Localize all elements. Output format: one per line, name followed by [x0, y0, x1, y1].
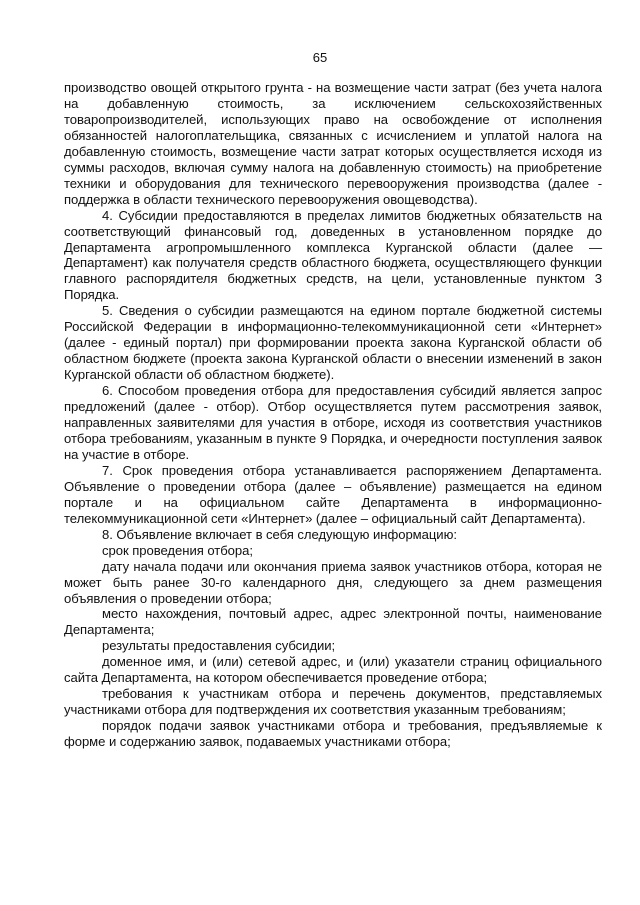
document-body — [64, 80, 602, 750]
paragraph-item-8: 8. Объявление включает в себя следующую информацию: — [102, 526, 457, 542]
paragraph-item-7: 7. Срок проведения отбора устанавливается распоряжением Департамента. Объявление о проведении отбора (далее – объявление) размещается на едином портале и на официальном сайте Департамента в информационно-телекоммуникационной сети «Интернет» (далее – официальный сайт Департамента). — [64, 462, 602, 526]
list-item-application-procedure: порядок подачи заявок участниками отбора и требования, предъявляемые к форме и содержанию заявок, подаваемых участниками отбора; — [64, 718, 602, 750]
list-item-domain-name: доменное имя, и (или) сетевой адрес, и (или) указатели страниц официального сайта Департамента, на котором обеспечивается проведение отбора; — [64, 654, 602, 686]
list-item-participant-requirements: требования к участникам отбора и перечень документов, представляемых участниками отбора для подтверждения их соответствия указанным требованиям; — [64, 686, 602, 718]
list-item-subsidy-results: результаты предоставления субсидии; — [102, 638, 336, 654]
list-item-application-dates: дату начала подачи или окончания приема заявок участников отбора, которая не может быть ранее 30-го календарного дня, следующего за днем размещения объявления о проведении отбора; — [64, 558, 602, 606]
paragraph-item-6: 6. Способом проведения отбора для предоставления субсидий является запрос предложений (далее - отбор). Отбор осуществляется путем рассмотрения заявок, направленных заявителями для участия в отборе, исходя из соответствия участников отбора требованиям, указанным в пункте 9 Порядка, и очередности поступления заявок на участие в отборе. — [64, 383, 602, 462]
page-number: 65 — [312, 50, 328, 65]
paragraph-item-4: 4. Субсидии предоставляются в пределах лимитов бюджетных обязательств на соответствующий финансовый год, доведенных в установленном порядке до Департамента агропромышленного комплекса Курганской области (далее — Департамент) как получателя средств областного бюджета, осуществляющего функции главного распорядителя бюджетных средств, на цели, установленные пунктом 3 Порядка. — [64, 207, 602, 303]
list-item-department-address: место нахождения, почтовый адрес, адрес электронной почты, наименование Департамента; — [64, 606, 602, 638]
list-item-selection-period: срок проведения отбора; — [102, 542, 253, 558]
paragraph-item-5: 5. Сведения о субсидии размещаются на едином портале бюджетной системы Российской Федерации в информационно-телекоммуникационной сети «Интернет» (далее - единый портал) при формировании проекта закона Курганской области об областном бюджете (проекта закона Курганской области о внесении изменений в закон Курганской области об областном бюджете). — [64, 303, 602, 383]
paragraph-continuation: производство овощей открытого грунта - на возмещение части затрат (без учета налога на добавленную стоимость, за исключением сельскохозяйственных товаропроизводителей, использующих право на освобождение от исполнения обязанностей налогоплательщика, связанных с исчислением и уплатой налога на добавленную стоимость, возмещение части затрат которых осуществляется исходя из суммы расходов, включая сумму налога на добавленную стоимость) на приобретение техники и оборудования для технического перевооружения производства (далее - поддержка в области технического перевооружения овощеводства). — [64, 80, 602, 207]
